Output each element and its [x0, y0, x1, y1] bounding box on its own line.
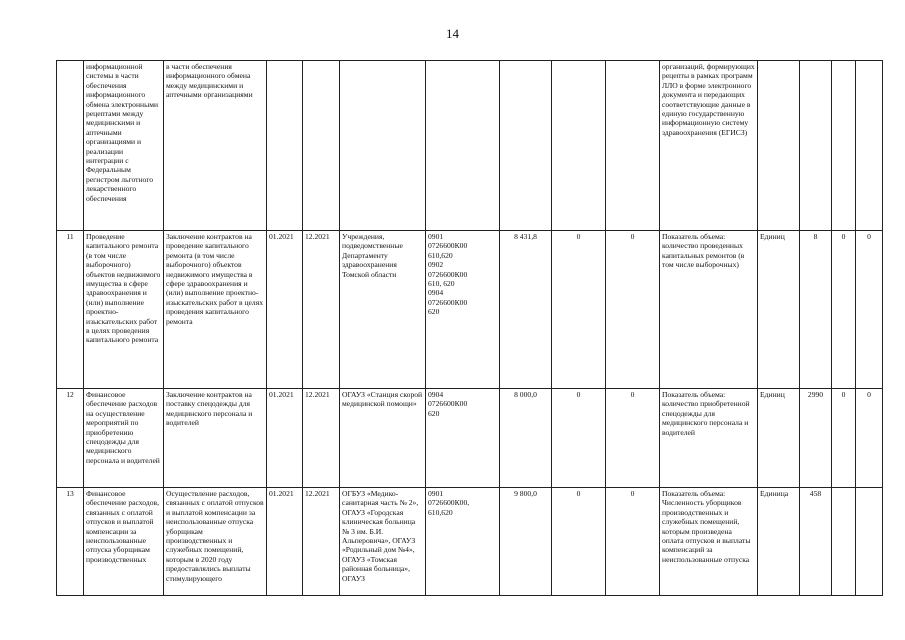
indicator: Показатель объема: количество проведенных капитальных ремонтов (в том числе выборочных) — [660, 231, 758, 389]
end-date: 12.2021 — [303, 488, 340, 596]
funding-value-2: 0 — [552, 389, 606, 488]
budget-code: 0901 0726600К00 610,620 0902 0726600К00 610, 620 0904 0726600К00 620 — [426, 231, 500, 389]
indicator-value-2 — [832, 488, 856, 596]
executor: ОГАУЗ «Станция скорой медицинской помощи» — [340, 389, 426, 488]
end-date — [303, 61, 340, 231]
indicator-value-2 — [832, 61, 856, 231]
funding-value-3 — [606, 61, 660, 231]
table-row — [57, 61, 883, 231]
activity-name: Финансовое обеспечение расходов, связанных с оплатой отпусков и выплатой компенсации за неиспользованные отпуска уборщикам производственных — [84, 488, 164, 596]
indicator: Показатель объема: Численность уборщиков производственных и служебных помещений, которым произведена оплата отпусков и выплаты компенсаций за неиспользованные отпуска — [660, 488, 758, 596]
table-row — [57, 389, 883, 488]
row-number: 13 — [57, 488, 84, 596]
indicator-value-3: 0 — [856, 231, 883, 389]
end-date: 12.2021 — [303, 231, 340, 389]
table-row — [57, 231, 883, 389]
indicator-value-3: 0 — [856, 389, 883, 488]
activity-name: информационной системы в части обеспечения информационного обмена электронными рецептами между медицинскими и аптечными организациями и реализации интеграции с Федеральным регистром льготного лекарственного обеспечения — [84, 61, 164, 231]
indicator-value-3 — [856, 61, 883, 231]
funding-value-2 — [552, 61, 606, 231]
funding-value-2: 0 — [552, 231, 606, 389]
executor — [340, 61, 426, 231]
start-date: 01.2021 — [267, 389, 303, 488]
activity-measure: Заключение контрактов на поставку спецодежды для медицинского персонала и водителей — [164, 389, 267, 488]
indicator-value-2: 0 — [832, 389, 856, 488]
budget-code — [426, 61, 500, 231]
unit — [758, 61, 800, 231]
activity-name: Финансовое обеспечение расходов на осуществление мероприятий по приобретению спецодежды для медицинского персонала и водителей — [84, 389, 164, 488]
unit: Единица — [758, 488, 800, 596]
indicator-value-1: 2990 — [800, 389, 832, 488]
indicator-value-3 — [856, 488, 883, 596]
funding-amount: 8 431,8 — [500, 231, 552, 389]
indicator: организаций, формирующих рецепты в рамках программ ЛЛО в форме электронного документа и передающих соответствующие данные в единую государственную информационную систему здравоохранения (ЕГИСЗ) — [660, 61, 758, 231]
start-date: 01.2021 — [267, 488, 303, 596]
executor: Учреждения, подведомственные Департаменту здравоохранения Томской области — [340, 231, 426, 389]
funding-value-2: 0 — [552, 488, 606, 596]
activity-measure: Осуществление расходов, связанных с оплатой отпусков и выплатой компенсации за неиспользованные отпуска уборщикам производственных и служебных помещений, которым в 2020 году предоставлялись выплаты стимулирующего — [164, 488, 267, 596]
executor: ОГБУЗ «Медико-санитарная часть № 2», ОГАУЗ «Городская клиническая больница № 3 им. Б.И. Альперовича», ОГАУЗ «Родильный дом №4», ОГАУЗ «Томская районная больница», ОГАУЗ — [340, 488, 426, 596]
row-number — [57, 61, 84, 231]
indicator-value-1: 8 — [800, 231, 832, 389]
budget-code: 0904 0726600К00 620 — [426, 389, 500, 488]
indicator-value-1: 458 — [800, 488, 832, 596]
indicator-value-2: 0 — [832, 231, 856, 389]
activity-measure: в части обеспечения информационного обмена между медицинскими и аптечными организациями — [164, 61, 267, 231]
row-number: 12 — [57, 389, 84, 488]
budget-code: 0901 0726600К00, 610,620 — [426, 488, 500, 596]
funding-amount: 9 800,0 — [500, 488, 552, 596]
funding-value-3: 0 — [606, 389, 660, 488]
start-date: 01.2021 — [267, 231, 303, 389]
page-number: 14 — [446, 26, 459, 41]
funding-amount: 8 000,0 — [500, 389, 552, 488]
indicator-value-1 — [800, 61, 832, 231]
unit: Единиц — [758, 231, 800, 389]
unit: Единиц — [758, 389, 800, 488]
funding-amount — [500, 61, 552, 231]
start-date — [267, 61, 303, 231]
activity-measure: Заключение контрактов на проведение капитального ремонта (в том числе выборочного) объектов недвижимого имущества в сфере здравоохранения и (или) выполнение проектно-изыскательских работ в целях проведения капитального ремонта — [164, 231, 267, 389]
table-row — [57, 488, 883, 596]
end-date: 12.2021 — [303, 389, 340, 488]
program-table — [56, 60, 883, 596]
activity-name: Проведение капитального ремонта (в том числе выборочного) объектов недвижимого имущества в сфере здравоохранения и (или) выполнение проектно-изыскательских работ в целях проведения капитального ремонта — [84, 231, 164, 389]
funding-value-3: 0 — [606, 488, 660, 596]
funding-value-3: 0 — [606, 231, 660, 389]
row-number: 11 — [57, 231, 84, 389]
indicator: Показатель объема: количество приобретенной спецодежды для медицинского персонала и водителей — [660, 389, 758, 488]
